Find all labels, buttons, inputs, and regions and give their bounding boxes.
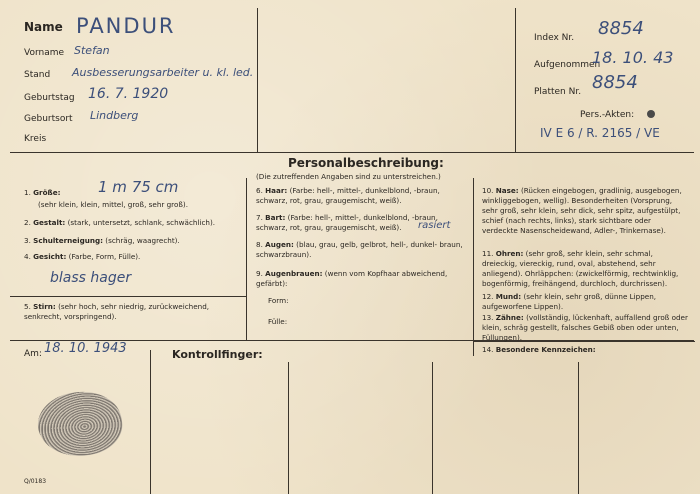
punch-hole-icon	[647, 110, 655, 118]
rule-col1	[246, 178, 247, 340]
akten-value: IV E 6 / R. 2165 / VE	[540, 126, 660, 140]
form-label: Form:	[268, 296, 289, 305]
rule-header-bottom	[10, 152, 694, 153]
rule-header-left-col	[257, 8, 258, 152]
rule-finger-3	[432, 362, 433, 494]
col3-item-10: 10. Nase: (Rücken eingebogen, gradlinig, ausgebogen, winkliggebogen, wellig). Besonderheiten (Vorsprung, sehr groß, sehr klein, sehr dick, sehr spitz, aufgestülpt, schief (nach rechts, links), stark sichtbare oder verdeckte Nasenscheidewand, Adler-, Trinkernase).	[482, 186, 682, 235]
section-title: Personalbeschreibung:	[288, 156, 444, 170]
aufgenommen-value: 18. 10. 43	[592, 48, 674, 67]
name-label: Name	[24, 20, 63, 34]
vorname-label: Vorname	[24, 48, 65, 58]
platten-value: 8854	[592, 72, 638, 93]
groesse-options: (sehr klein, klein, mittel, groß, sehr groß).	[38, 200, 188, 209]
form-code: Q/0183	[24, 478, 47, 485]
rule-finger-4	[578, 362, 579, 494]
geburtsort-value: Lindberg	[90, 109, 139, 122]
gesicht-value: blass hager	[50, 270, 132, 286]
stand-label: Stand	[24, 70, 51, 80]
section-subtitle: (Die zutreffenden Angaben sind zu unterstreichen.)	[256, 172, 441, 181]
col1-item-2: 2. Gestalt: (stark, untersetzt, schlank, schwächlich).	[24, 218, 216, 227]
rule-header-right-col	[515, 8, 516, 152]
index-value: 8854	[598, 18, 644, 39]
rule-col2	[473, 178, 474, 356]
platten-label: Platten Nr.	[534, 87, 582, 97]
geburtsort-label: Geburtsort	[24, 114, 73, 124]
col1-item-3: 3. Schulterneigung: (schräg, waagrecht).	[24, 236, 180, 245]
col2-item-9: 9. Augenbrauen: (wenn vom Kopfhaar abweichend, gefärbt):	[256, 269, 448, 288]
col3-item-12: 12. Mund: (sehr klein, sehr groß, dünne Lippen, aufgeworfene Lippen).	[482, 292, 657, 311]
am-value: 18. 10. 1943	[44, 341, 127, 356]
col2-item-6: 6. Haar: (Farbe: hell-, mittel-, dunkelblond, -braun, schwarz, rot, grau, graugemischt, weiß).	[256, 186, 440, 205]
geburtstag-value: 16. 7. 1920	[88, 86, 169, 102]
akten-label: Pers.-Akten:	[580, 110, 635, 120]
col3-item-14: 14. Besondere Kennzeichen:	[482, 345, 596, 354]
col1-item-5: 5. Stirn: (sehr hoch, sehr niedrig, zurückweichend, senkrecht, vorspringend).	[24, 302, 210, 321]
fingerprint-image	[34, 386, 126, 461]
col3-item-11: 11. Ohren: (sehr groß, sehr klein, sehr schmal, dreieckig, viereckig, rund, oval, abstehend, sehr anliegend). Ohrläppchen: (zwickelförmig, rechtwinklig, bogenförmig, freihängend, durchloch, durchrissen).	[482, 249, 679, 288]
aufgenommen-label: Aufgenommen	[534, 60, 601, 70]
rule-finger-1	[150, 350, 151, 494]
col3-item-13: 13. Zähne: (vollständig, lückenhaft, auffallend groß oder klein, schräg gestellt, falsches Gebiß oben oder unten, Füllungen).	[482, 313, 688, 342]
col2-item-8: 8. Augen: (blau, grau, gelb, gelbrot, hell-, dunkel- braun, schwarzbraun).	[256, 240, 463, 259]
col2-item-7: 7. Bart: (Farbe: hell-, mittel-, dunkelblond, -braun, schwarz, rot, grau, graugemischt, weiß).	[256, 213, 438, 232]
index-label: Index Nr.	[534, 33, 575, 43]
am-label: Am:	[24, 349, 42, 359]
bart-value: rasiert	[418, 220, 451, 231]
vorname-value: Stefan	[74, 44, 110, 57]
rule-item5-top	[10, 296, 246, 297]
col1-item-4: 4. Gesicht: (Farbe, Form, Fülle).	[24, 252, 141, 261]
kontrollfinger-label: Kontrollfinger:	[172, 348, 263, 361]
fuelle-label: Fülle:	[268, 317, 288, 326]
name-value: PANDUR	[76, 14, 176, 38]
identity-card: Name PANDUR Vorname Stefan Stand Ausbesserungsarbeiter u. kl. led. Geburtstag 16. 7. 1920 Geburtsort Lindberg Kreis Index Nr. 8854 Aufgenommen 18. 10. 43 Platten Nr. 8854 Pers.-Akten: IV E 6 / R. 2165 / VE Personalbeschreibung: (Die zutreffenden Angaben sind zu unterstreichen.) 1. Größe: 1 m 75 cm (sehr klein, klein, mittel, groß, sehr groß). 2. Gestalt: (stark, untersetzt, schlank, schwächlich). 3. Schulterneigung: (schräg, waagrecht). 4. Gesicht: (Farbe, Form, Fülle). blass hager 5. Stirn: (sehr hoch, sehr niedrig, zurückweichend, senkrecht, vorspringend). 6. Haar: (Farbe: hell-, mittel-, dunkelblond, -braun, schwarz, rot, grau, graugemischt, weiß). 7. Bart: (Farbe: hell-, mittel-, dunkelblond, -braun, schwarz, rot, grau, graugemischt, weiß). rasiert 8. Augen: (blau, grau, gelb, gelbrot, hell-, dunkel- braun, schwarzbraun). 9. Augenbrauen: (wenn vom Kopfhaar abweichend, gefärbt): Form: Fülle: 10. Nase: (Rücken eingebogen, gradlinig, ausgebogen, winkliggebogen, wellig). Besonderheiten (Vorsprung, sehr groß, sehr klein, sehr dick, sehr spitz, aufgestülpt, schief (nach rechts, links), stark sichtbare oder verdeckte Nasenscheidewand, Adler-, Trinkernase). 11. Ohren: (sehr groß, sehr klein, sehr schmal, dreieckig, viereckig, rund, oval, abstehend, sehr anliegend). Ohrläppchen: (zwickelförmig, rechtwinklig, bogenförmig, freihängend, durchloch, durchrissen). 12. Mund: (sehr klein, sehr groß, dünne Lippen, aufgeworfene Lippen). 13. Zähne: (vollständig, lückenhaft, auffallend groß oder klein, schräg gestellt, falsches Gebiß oben oder unten, Füllungen). 14. Besondere Kennzeichen: Am: 18. 10. 1943 Kontrollfinger: Q/0183	[0, 0, 700, 494]
geburtstag-label: Geburtstag	[24, 93, 75, 103]
groesse-value: 1 m 75 cm	[98, 178, 179, 196]
stand-value: Ausbesserungsarbeiter u. kl. led.	[72, 66, 254, 79]
kreis-label: Kreis	[24, 134, 47, 144]
rule-finger-2	[288, 362, 289, 494]
